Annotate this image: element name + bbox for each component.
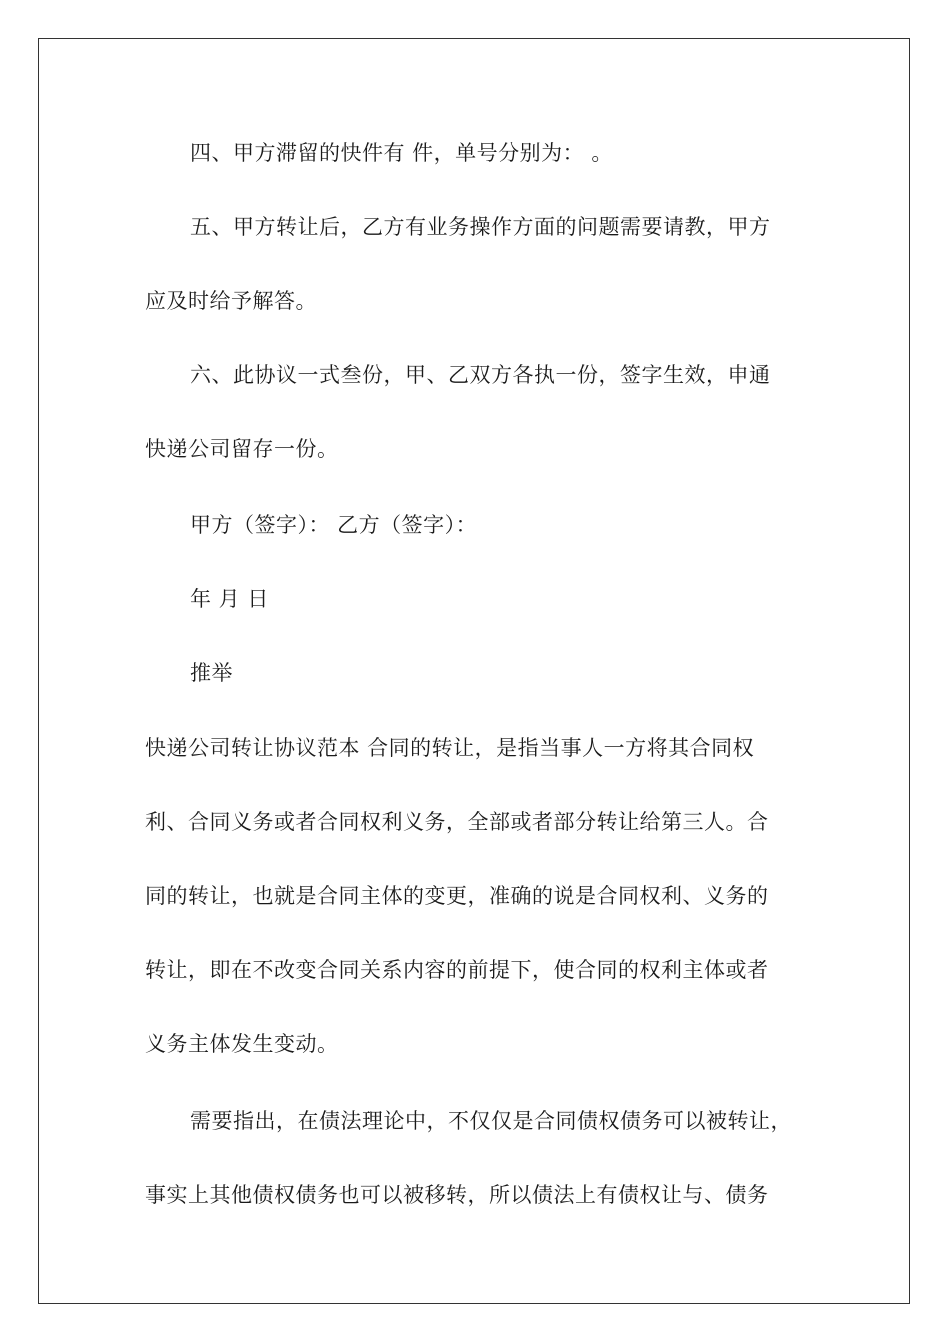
- clause-6-line-2: 快递公司留存一份。: [145, 437, 339, 461]
- clause-4-line: 四、甲方滞留的快件有 件，单号分别为： 。: [190, 141, 613, 165]
- clause-6-line-1: 六、此协议一式叁份，甲、乙双方各执一份，签字生效，申通: [190, 363, 771, 387]
- signature-line: 甲方（签字）： 乙方（签字）：: [190, 513, 478, 537]
- clause-5-line-1: 五、甲方转让后，乙方有业务操作方面的问题需要请教，甲方: [190, 215, 771, 239]
- recommend-heading: 推举: [190, 661, 233, 685]
- body-para-1-line-5: 义务主体发生变动。: [145, 1032, 339, 1056]
- body-para-1-line-4: 转让，即在不改变合同关系内容的前提下，使合同的权利主体或者: [145, 958, 769, 982]
- date-line: 年 月 日: [190, 587, 269, 611]
- clause-5-line-2: 应及时给予解答。: [145, 289, 317, 313]
- body-para-2-line-2: 事实上其他债权债务也可以被移转，所以债法上有债权让与、债务: [145, 1183, 769, 1207]
- body-para-1-line-2: 利、合同义务或者合同权利义务，全部或者部分转让给第三人。合: [145, 810, 769, 834]
- body-para-2-line-1: 需要指出，在债法理论中，不仅仅是合同债权债务可以被转让，: [190, 1109, 792, 1133]
- body-para-1-line-1: 快递公司转让协议范本 合同的转让，是指当事人一方将其合同权: [145, 736, 755, 760]
- body-para-1-line-3: 同的转让，也就是合同主体的变更，准确的说是合同权利、义务的: [145, 884, 769, 908]
